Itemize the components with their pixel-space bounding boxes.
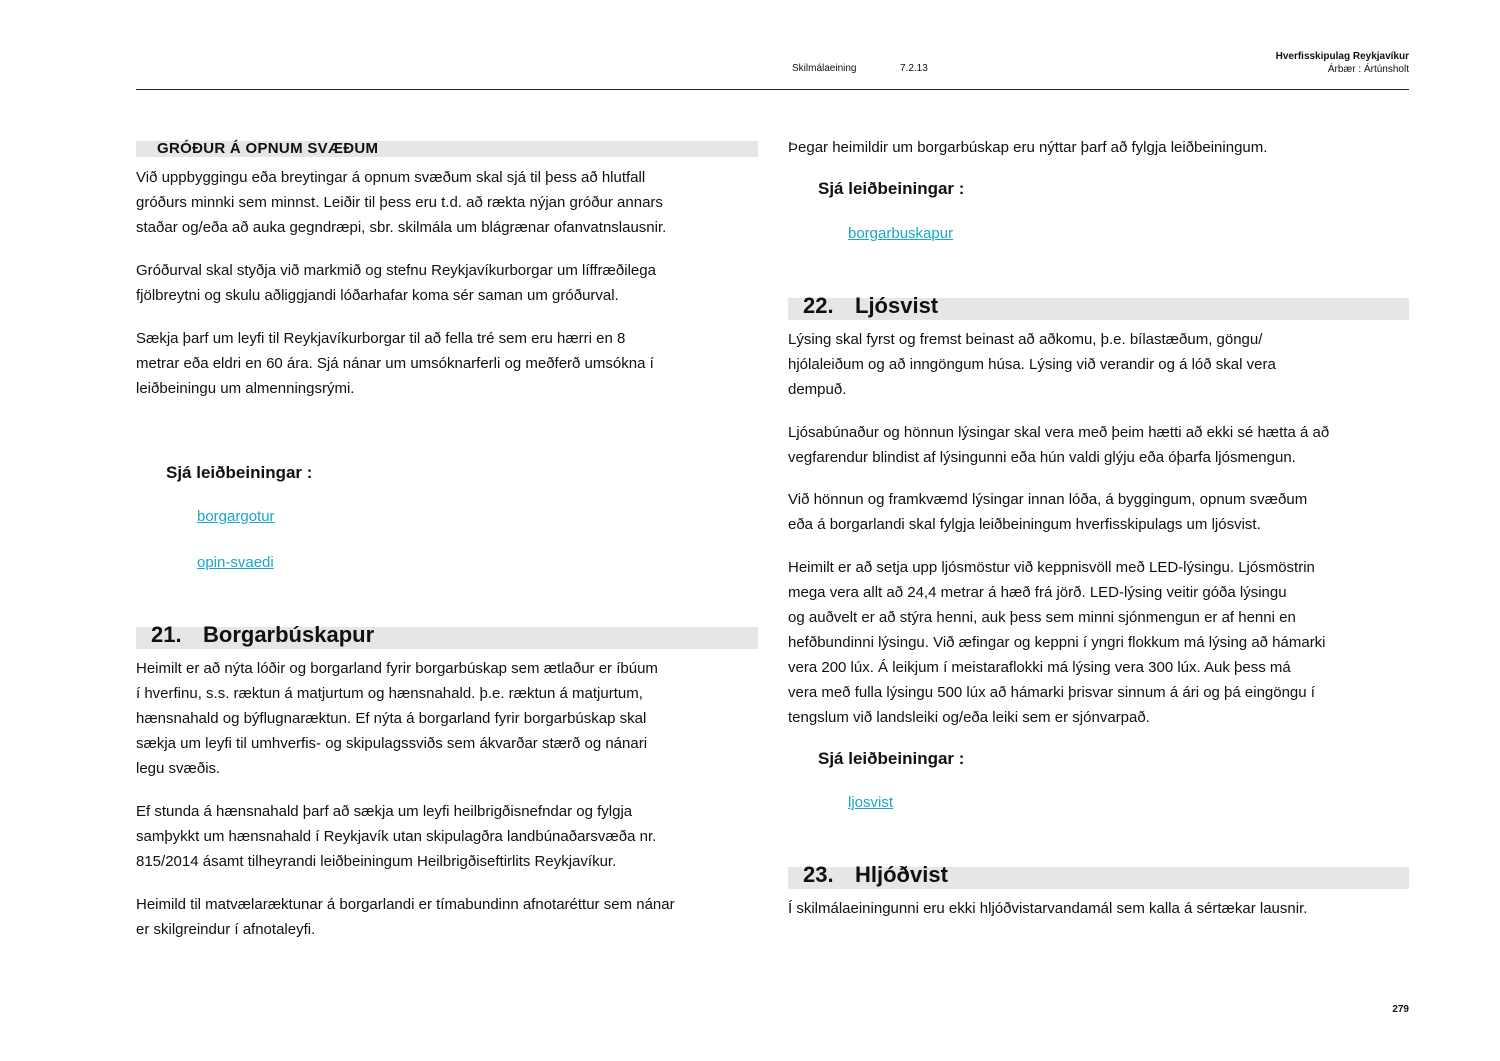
section-23-number: 23. (803, 862, 834, 887)
text-line: Ef stunda á hænsnahald þarf að sækja um leyfi heilbrigðisnefndar og fylgja (136, 803, 633, 820)
section-22-title: Ljósvist (855, 293, 939, 318)
paragraph-ljosvist-3 (788, 487, 1307, 537)
paragraph-borgarbuskapur-guidance: Þegar heimildir um borgarbúskap eru nýttar þarf að fylgja leiðbeiningum. (788, 139, 1268, 156)
section-22-number: 22. (803, 293, 834, 318)
text-line: og auðvelt er að stýra henni, auk þess sem minni sjónmengun er af henni en (788, 609, 1296, 626)
text-line: legu svæðis. (136, 760, 221, 777)
subheading-grodur (136, 141, 758, 157)
text-line: í hverfinu, s.s. ræktun á matjurtum og hænsnahald. þ.e. ræktun á matjurtum, (136, 685, 643, 702)
text-line: Gróðurval skal styðja við markmið og stefnu Reykjavíkurborgar um líffræðilega (136, 262, 656, 279)
header-area: Árbær : Ártúnsholt (1327, 64, 1409, 75)
paragraph-grodur-2 (136, 258, 656, 308)
text-line: Sækja þarf um leyfi til Reykjavíkurborgar til að fella tré sem eru hærri en 8 (136, 330, 626, 347)
text-line: Heimilt er að nýta lóðir og borgarland fyrir borgarbúskap sem ætlaður er íbúum (136, 660, 658, 677)
text-line: hjólaleiðum og að inngöngum húsa. Lýsing við verandir og á lóð skal vera (788, 356, 1276, 373)
paragraph-borgarbuskapur-3 (136, 892, 675, 942)
text-line: Heimilt er að setja upp ljósmöstur við keppnisvöll með LED-lýsingu. Ljósmöstrin (788, 559, 1315, 576)
paragraph-ljosvist-1 (788, 327, 1276, 402)
text-line: Við hönnun og framkvæmd lýsingar innan lóða, á byggingum, opnum svæðum (788, 491, 1308, 508)
link-borgarbuskapur[interactable]: borgarbuskapur (848, 225, 954, 242)
header-doc-title: Hverfisskipulag Reykjavíkur (1275, 51, 1409, 62)
see-guidelines-label: Sjá leiðbeiningar : (818, 179, 965, 198)
link-borgargotur[interactable]: borgargotur (197, 508, 275, 525)
section-21-title: Borgarbúskapur (203, 622, 375, 647)
text-line: hefðbundinni lýsingu. Við æfingar og keppni í yngri flokkum má lýsing að hámarki (788, 634, 1326, 651)
text-line: Ljósabúnaður og hönnun lýsingar skal vera með þeim hætti að ekki sé hætta á að (788, 424, 1330, 441)
section-23-title: Hljóðvist (855, 862, 948, 887)
header-section-label: Skilmálaeining (792, 63, 857, 74)
paragraph-ljosvist-4 (788, 555, 1326, 730)
text-line: er skilgreindur í afnotaleyfi. (136, 921, 316, 938)
text-line: Lýsing skal fyrst og fremst beinast að aðkomu, þ.e. bílastæðum, göngu/ (788, 331, 1263, 348)
text-line: vegfarendur blindist af lýsingunni eða hún valdi glýju eða óþarfa ljósmengun. (788, 449, 1296, 466)
paragraph-borgarbuskapur-1 (136, 656, 658, 781)
text-line: vera með fulla lýsingu 500 lúx að hámarki þrisvar sinnum á ári og þá eingöngu í (788, 684, 1315, 701)
subheading-grodur-text: GRÓÐUR Á OPNUM SVÆÐUM (157, 140, 379, 157)
text-line: leiðbeiningu um almenningsrými. (136, 380, 355, 397)
section-21-number: 21. (151, 622, 182, 647)
text-line: Heimild til matvælaræktunar á borgarlandi er tímabundinn afnotaréttur sem nánar (136, 896, 675, 913)
text-line: mega vera allt að 24,4 metrar á hæð frá jörð. LED-lýsing veitir góða lýsingu (788, 584, 1287, 601)
see-guidelines-label: Sjá leiðbeiningar : (818, 749, 965, 768)
paragraph-hljodvist: Í skilmálaeiningunni eru ekki hljóðvistarvandamál sem kalla á sértækar lausnir. (788, 900, 1308, 917)
text-line: tengslum við landsleiki og/eða leiki sem er sjónvarpað. (788, 709, 1150, 726)
text-line: dempuð. (788, 381, 847, 398)
paragraph-grodur-1 (136, 165, 666, 240)
paragraph-borgarbuskapur-2 (136, 799, 656, 874)
header-section-code: 7.2.13 (900, 63, 928, 74)
text-line: hænsnahald og býflugnaræktun. Ef nýta á borgarland fyrir borgarbúskap skal (136, 710, 647, 727)
text-line: eða á borgarlandi skal fylgja leiðbeiningum hverfisskipulags um ljósvist. (788, 516, 1261, 533)
text-line: staðar og/eða að auka gegndræpi, sbr. skilmála um blágrænar ofanvatnslausnir. (136, 219, 667, 236)
text-line: Við uppbyggingu eða breytingar á opnum svæðum skal sjá til þess að hlutfall (136, 169, 646, 186)
text-line: metrar eða eldri en 60 ára. Sjá nánar um umsóknarferli og meðferð umsókna í (136, 355, 654, 372)
header-doc-info (1276, 50, 1409, 76)
paragraph-grodur-3 (136, 326, 654, 401)
text-line: vera 200 lúx. Á leikjum í meistaraflokki má lýsing vera 300 lúx. Auk þess má (788, 659, 1291, 676)
section-23-heading (788, 862, 1409, 889)
text-line: sækja um leyfi til umhverfis- og skipulagssviðs sem ákvarðar stærð og nánari (136, 735, 648, 752)
link-ljosvist[interactable]: ljosvist (848, 794, 894, 811)
text-line: samþykkt um hænsnahald í Reykjavík utan skipulagðra landbúnaðarsvæða nr. (136, 828, 657, 845)
page-number: 279 (1392, 1004, 1409, 1015)
text-line: gróðurs minnki sem minnst. Leiðir til þess eru t.d. að rækta nýjan gróður annars (136, 194, 663, 211)
see-guidelines-label: Sjá leiðbeiningar : (166, 463, 313, 482)
link-opin-svaedi[interactable]: opin-svaedi (197, 554, 274, 571)
section-21-heading (136, 622, 758, 649)
text-line: 815/2014 ásamt tilheyrandi leiðbeiningum Heilbrigðiseftirlits Reykjavíkur. (136, 853, 617, 870)
header-divider (136, 89, 1409, 90)
paragraph-ljosvist-2 (788, 420, 1329, 470)
section-22-heading (788, 293, 1409, 320)
text-line: fjölbreytni og skulu aðliggjandi lóðarhafar koma sér saman um gróðurval. (136, 287, 619, 304)
